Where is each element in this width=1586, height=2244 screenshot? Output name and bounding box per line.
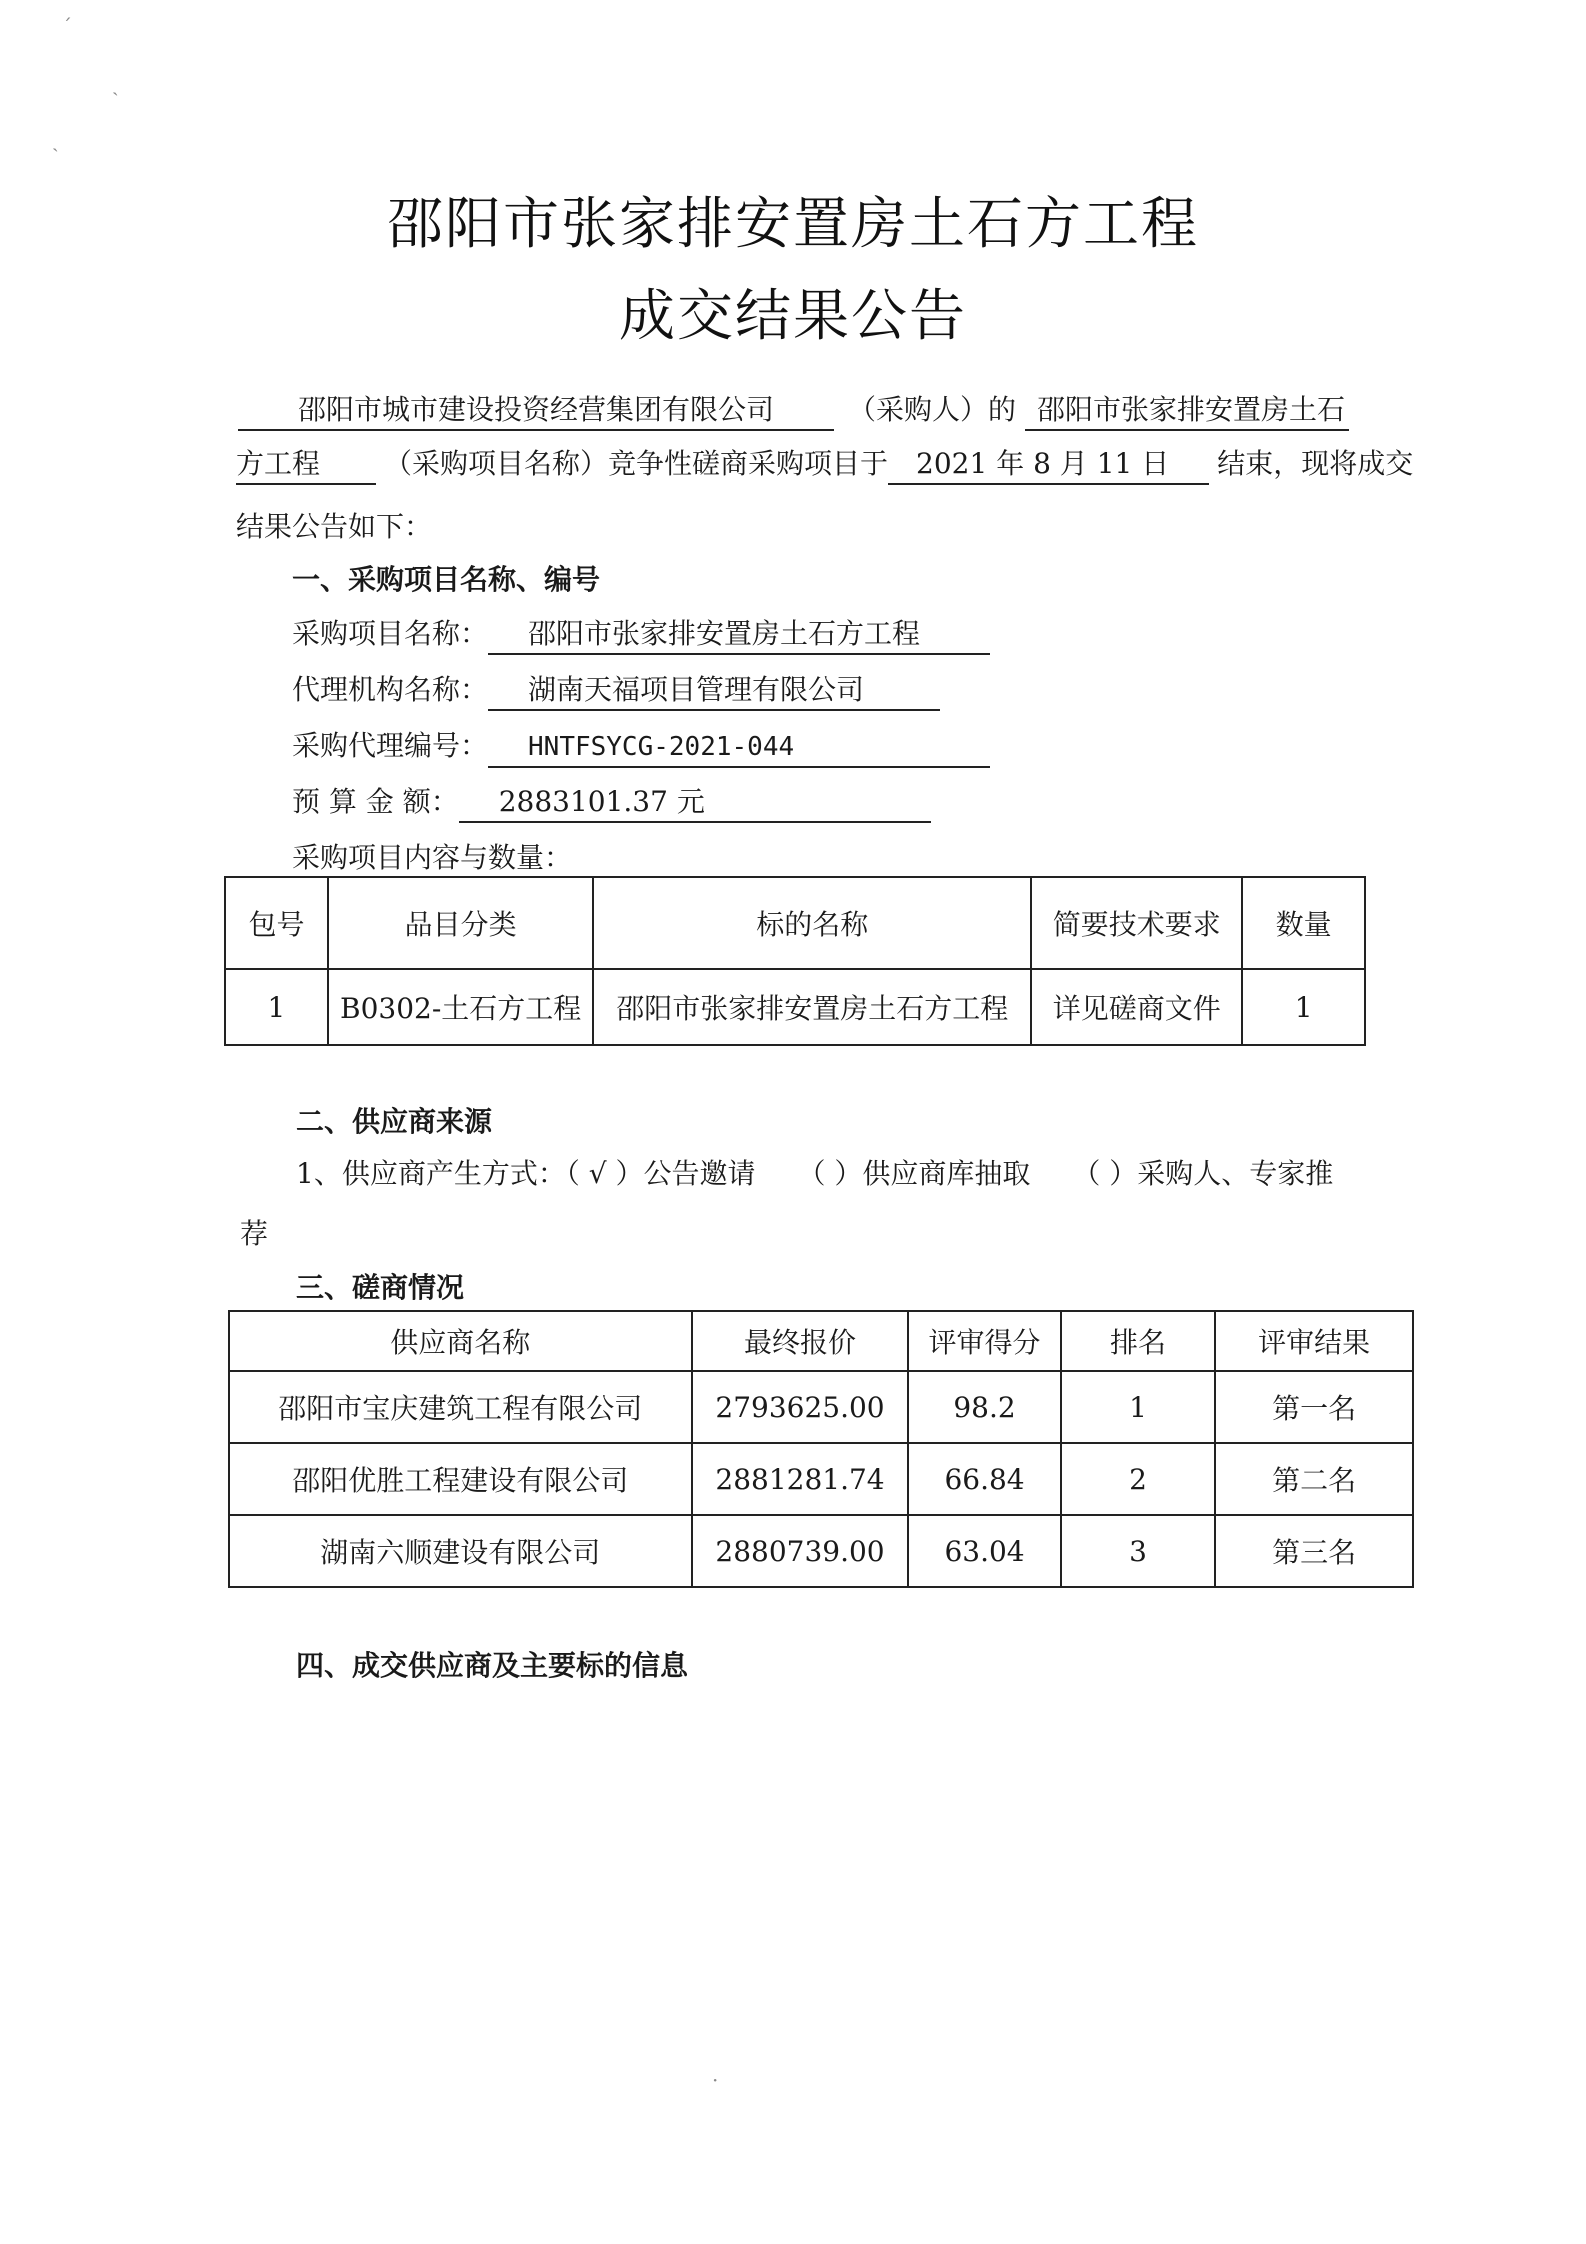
table-cell: 2880739.00 [692, 1515, 909, 1587]
page-subtitle: 成交结果公告 [619, 284, 967, 349]
header-cell: 评审得分 [908, 1311, 1060, 1371]
table-cell: 湖南六顺建设有限公司 [229, 1515, 692, 1587]
purchaser-role: （采购人）的 [848, 393, 1017, 426]
table-header-row [225, 877, 1365, 969]
table-cell: 邵阳市张家排安置房土石方工程 [593, 969, 1031, 1045]
section4-heading: 四、成交供应商及主要标的信息 [296, 1649, 689, 1682]
field-value: 2883101.37 元 [459, 783, 931, 823]
header-cell: 品目分类 [328, 877, 594, 969]
table-cell: B0302-土石方工程 [328, 969, 594, 1045]
table-cell: 详见磋商文件 [1031, 969, 1242, 1045]
header-cell: 标的名称 [593, 877, 1031, 969]
field-label: 预 算 金 额： [292, 785, 459, 818]
project-name-part1: 邵阳市张家排安置房土石 [1025, 391, 1349, 431]
supplier-method-line: 1、供应商产生方式：（ √ ）公告邀请 （ ）供应商库抽取 （ ）采购人、专家推 [296, 1157, 1334, 1190]
section2-heading: 二、供应商来源 [296, 1105, 493, 1138]
project-name-part2: 方工程 [236, 445, 376, 485]
header-cell: 排名 [1061, 1311, 1216, 1371]
table-cell: 2881281.74 [692, 1443, 909, 1515]
field-value: HNTFSYCG-2021-044 [488, 728, 990, 768]
header-cell: 最终报价 [692, 1311, 909, 1371]
header-cell: 数量 [1242, 877, 1365, 969]
table-cell: 1 [225, 969, 328, 1045]
table-cell: 第二名 [1215, 1443, 1413, 1515]
field-agency-name [292, 668, 940, 711]
table-cell: 第一名 [1215, 1371, 1413, 1443]
results-table [228, 1310, 1414, 1588]
page-title: 邵阳市张家排安置房土石方工程 [387, 192, 1199, 257]
end-date: 2021 年 8 月 11 日 [888, 445, 1209, 485]
scan-speck: ˎ [112, 72, 119, 96]
section1-heading: 一、采购项目名称、编号 [292, 563, 601, 596]
intro-last-line: 结果公告如下： [236, 510, 433, 543]
field-value: 邵阳市张家排安置房土石方工程 [488, 615, 990, 655]
items-table [224, 876, 1366, 1046]
table-row [225, 969, 1365, 1045]
field-value: 湖南天福项目管理有限公司 [488, 671, 940, 711]
table-cell: 63.04 [908, 1515, 1060, 1587]
purchaser-name: 邵阳市城市建设投资经营集团有限公司 [238, 391, 834, 431]
field-project-name [292, 612, 990, 655]
table-cell: 第三名 [1215, 1515, 1413, 1587]
scan-speck: ˏ [52, 128, 59, 152]
field-agency-code [292, 724, 990, 768]
scan-speck: ˊ [62, 14, 72, 38]
project-role: （采购项目名称）竞争性磋商采购项目于 [384, 447, 889, 480]
header-cell: 评审结果 [1215, 1311, 1413, 1371]
table-cell: 2793625.00 [692, 1371, 909, 1443]
table-row [229, 1443, 1413, 1515]
table-cell: 1 [1242, 969, 1365, 1045]
table-cell: 2 [1061, 1443, 1216, 1515]
table-cell: 1 [1061, 1371, 1216, 1443]
intro-line-2 [236, 442, 1413, 485]
supplier-method-line-cont: 荐 [240, 1217, 269, 1250]
table-cell: 98.2 [908, 1371, 1060, 1443]
end-text: 结束，现将成交 [1217, 447, 1414, 480]
table-row [229, 1515, 1413, 1587]
table-cell: 邵阳优胜工程建设有限公司 [229, 1443, 692, 1515]
table-row [229, 1371, 1413, 1443]
field-label: 采购项目名称： [292, 617, 489, 650]
content-heading: 采购项目内容与数量： [292, 841, 573, 874]
header-cell: 供应商名称 [229, 1311, 692, 1371]
field-label: 采购代理编号： [292, 729, 489, 762]
table-cell: 66.84 [908, 1443, 1060, 1515]
field-label: 代理机构名称： [292, 673, 489, 706]
table-cell: 3 [1061, 1515, 1216, 1587]
table-cell: 邵阳市宝庆建筑工程有限公司 [229, 1371, 692, 1443]
table-header-row [229, 1311, 1413, 1371]
header-cell: 包号 [225, 877, 328, 969]
intro-line-1 [238, 388, 1349, 431]
header-cell: 简要技术要求 [1031, 877, 1242, 969]
section3-heading: 三、磋商情况 [296, 1271, 465, 1304]
intro-line-3 [236, 505, 432, 545]
field-budget [292, 780, 931, 823]
scan-speck: · [712, 2068, 719, 2092]
